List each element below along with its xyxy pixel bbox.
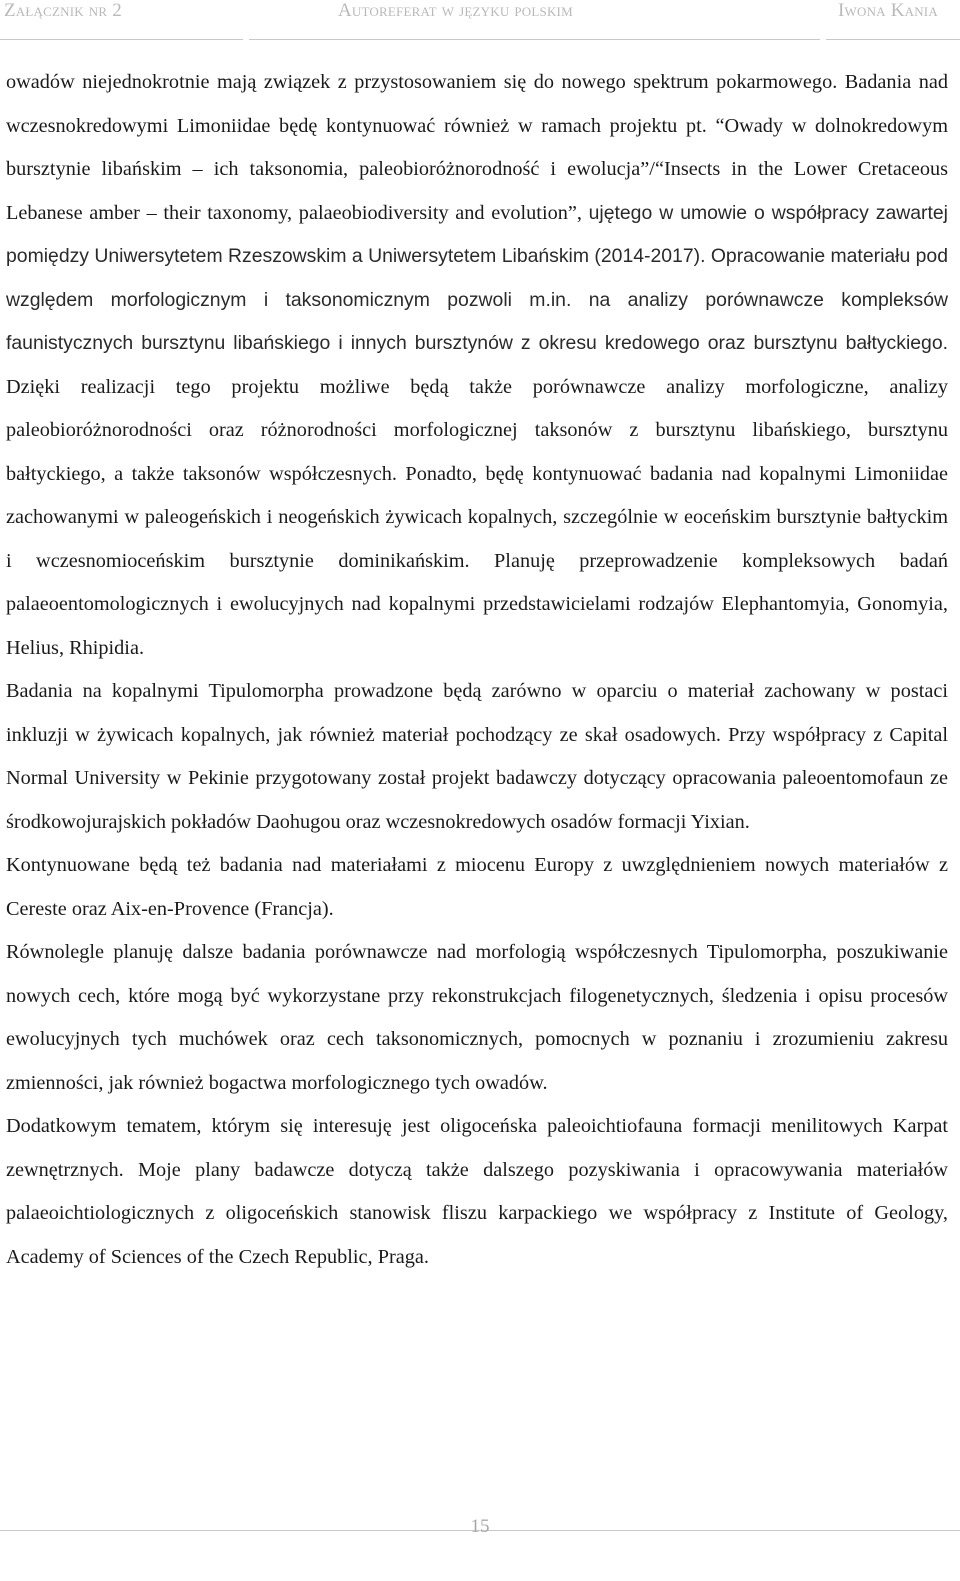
paragraph [6,61,948,670]
header-document-title: Autoreferat w języku polskim [338,0,573,21]
header-divider [249,39,820,40]
document-body [6,61,948,1279]
text-run: Dodatkowym tematem, którym się interesuję jest oligoceńska paleoichtiofauna formacji menilitowych Karpat zewnętrznych. Moje plany badawcze dotyczą także dalszego pozyskiwania i opracowywania materiałów palaeoichtiologicznych z oligoceńskich stanowisk fliszu karpackiego we współpracy z Institute of Geology, Academy of Sciences of the Czech Republic, Praga. [6,1115,948,1268]
paragraph [6,844,948,931]
paragraph [6,670,948,844]
header-author-name: Iwona Kania [838,0,938,21]
page-header [0,0,960,44]
header-divider [0,39,243,40]
text-run: Badania na kopalnymi Tipulomorpha prowadzone będą zarówno w oparciu o materiał zachowany w postaci inkluzji w żywicach kopalnych, jak również materiał pochodzący ze skał osadowych. Przy współpracy z Capital Normal University w Pekinie przygotowany został projekt badawczy dotyczący opracowania paleoentomofaun ze środkowojurajskich pokładów Daohugou oraz wczesnokredowych osadów formacji Yixian. [6,680,948,833]
paragraph [6,931,948,1105]
header-divider [826,39,960,40]
text-run: Kontynuowane będą też badania nad materiałami z miocenu Europy z uwzględnieniem nowych materiałów z Cereste oraz Aix-en-Provence (Francja). [6,854,948,920]
text-run: Dzięki realizacji tego projektu możliwe będą także porównawcze analizy morfologiczne, analizy paleobioróżnorodności oraz różnorodności morfologicznej taksonów z bursztynu libańskiego, bursztynu bałtyckiego, a także taksonów współczesnych. Ponadto, będę kontynuować badania nad kopalnymi Limoniidae zachowanymi w paleogeńskich i neogeńskich żywicach kopalnych, szczególnie w eoceńskim bursztynie bałtyckim i wczesnomioceńskim bursztynie dominikańskim. Planuję przeprowadzenie kompleksowych badań palaeoentomologicznych i ewolucyjnych nad kopalnymi przedstawicielami rodzajów Elephantomyia, Gonomyia, Helius, Rhipidia. [6,375,948,659]
paragraph [6,1105,948,1279]
text-run: Równolegle planuję dalsze badania porównawcze nad morfologią współczesnych Tipulomorpha, poszukiwanie nowych cech, które mogą być wykorzystane przy rekonstrukcjach filogenetycznych, śledzenia i opisu procesów ewolucyjnych tych muchówek oraz cech taksonomicznych, pomocnych w poznaniu i zrozumieniu zakresu zmienności, jak również bogactwa morfologicznego tych owadów. [6,941,948,1094]
text-run: ujętego w umowie o współpracy zawartej pomiędzy Uniwersytetem Rzeszowskim a Uniwersytetem Libańskim (2014-2017). Opracowanie materiału pod względem morfologicznym i taksonomicznym pozwoli m.in. na analizy porównawcze kompleksów faunistycznych bursztynu libańskiego i innych bursztynów z okresu kredowego oraz bursztynu bałtyckiego. [6,201,948,354]
text-run: owadów niejednokrotnie mają związek z przystosowaniem się do nowego spektrum pokarmowego. Badania nad wczesnokredowymi Limoniidae będę kontynuować również w ramach projektu pt. “Owady w dolnokredowym bursztynie libańskim – ich taksonomia, paleobioróżnorodność i ewolucja”/“Insects in the Lower Cretaceous Lebanese amber – their taxonomy, palaeobiodiversity and evolution”, [6,71,948,224]
page-number: 15 [470,1516,490,1537]
header-attachment-label: Załącznik nr 2 [4,0,122,21]
